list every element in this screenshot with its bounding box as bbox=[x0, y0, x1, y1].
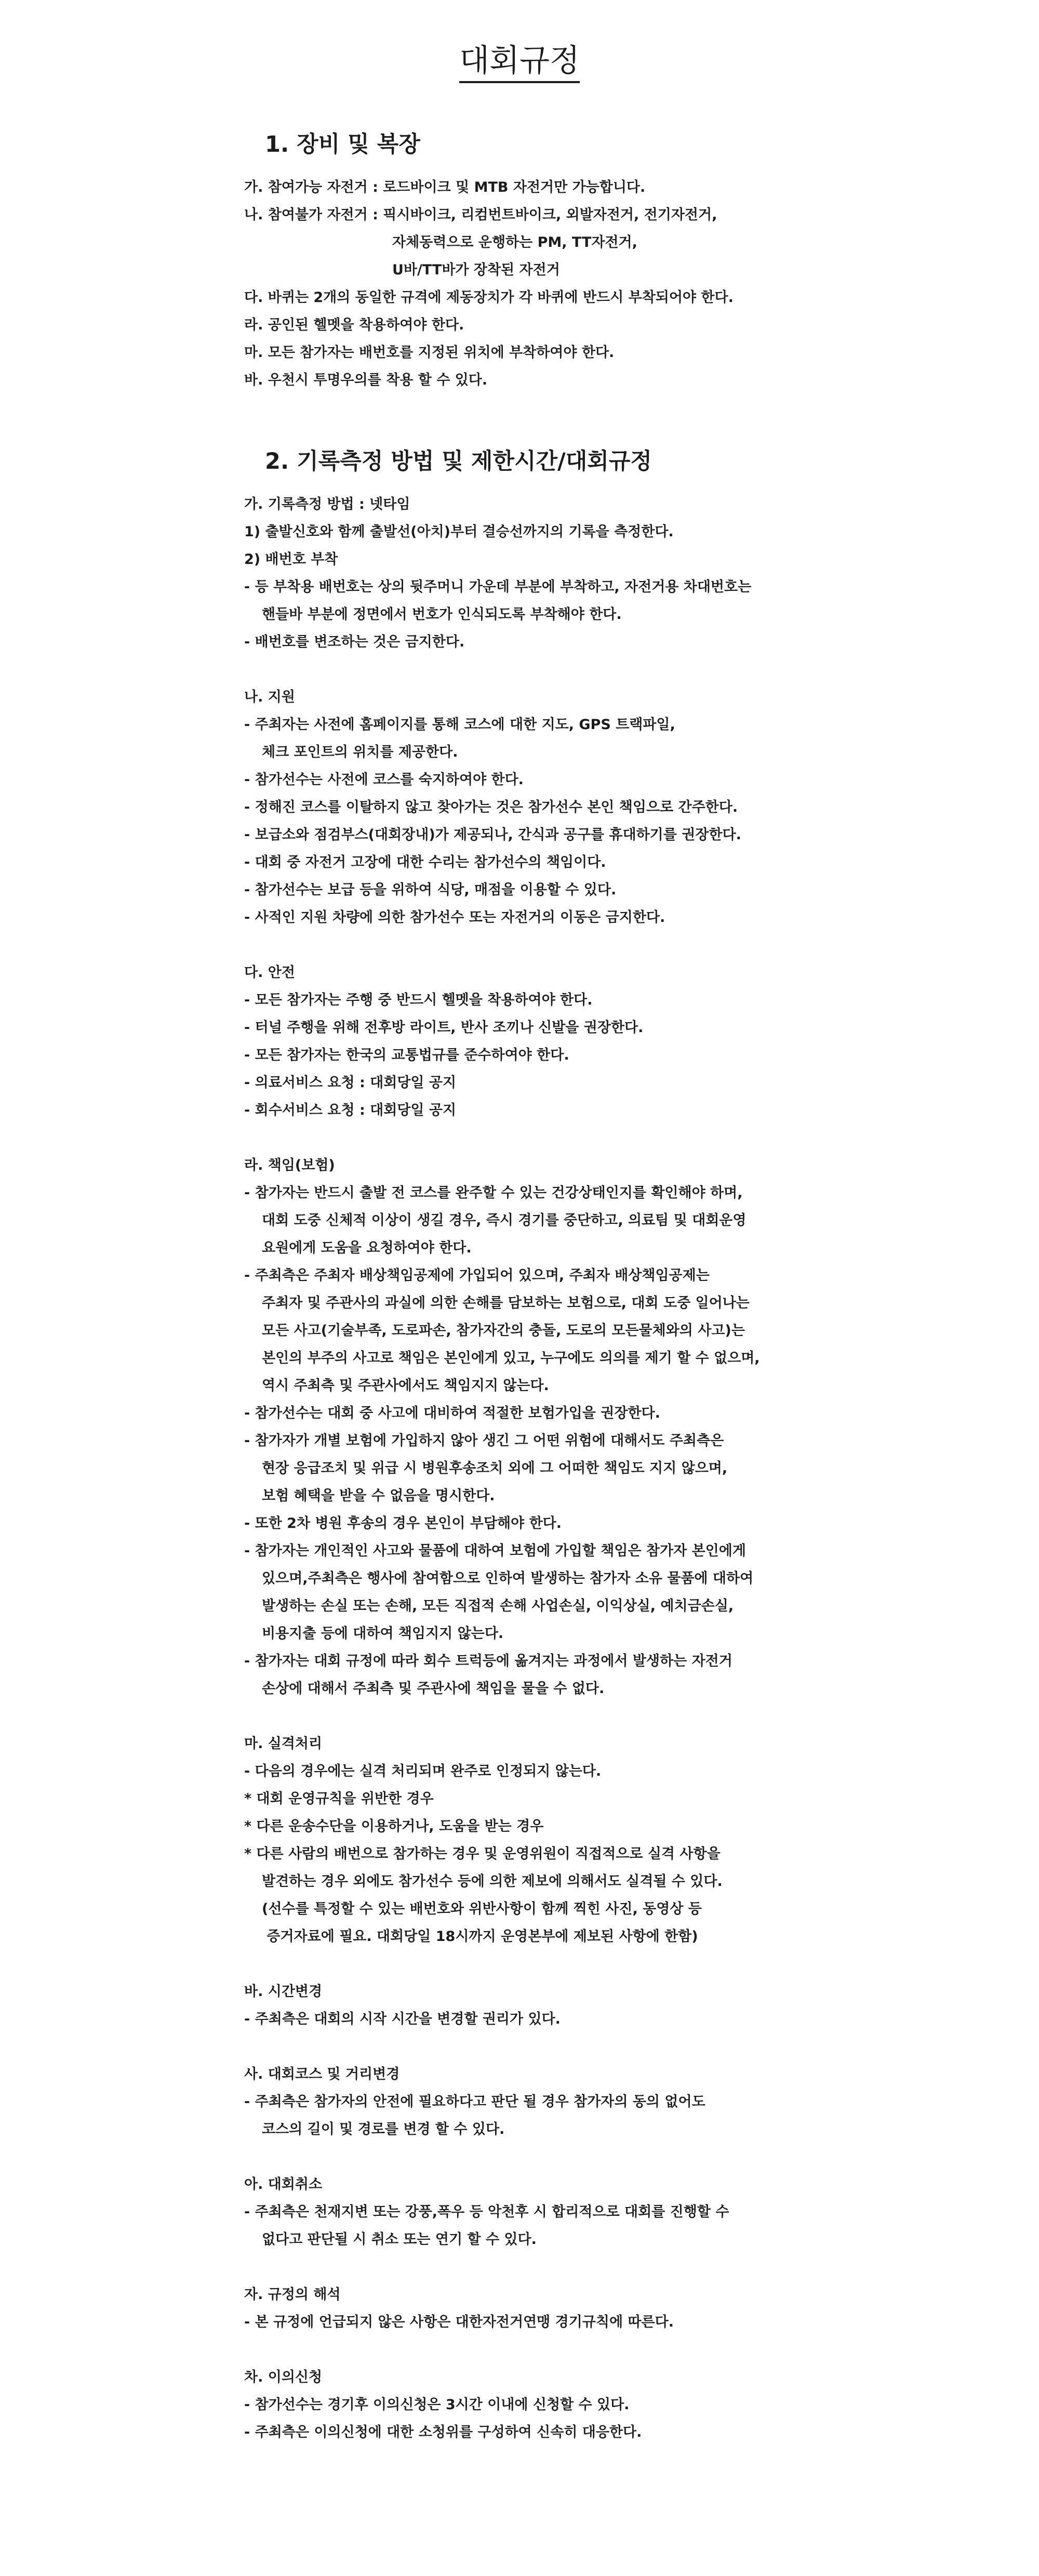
rule-line: * 다른 사람의 배번으로 참가하는 경우 및 운영위원이 직접적으로 실격 사항을 bbox=[244, 1846, 721, 1862]
paragraph-spacer bbox=[244, 2033, 878, 2060]
rule-line: 현장 응급조치 및 위급 시 병원후송조치 외에 그 어떠한 책임도 지지 않으며, bbox=[262, 1460, 728, 1476]
rule-line: - 정해진 코스를 이탈하지 않고 찾아가는 것은 참가선수 본인 책임으로 간주한다. bbox=[244, 799, 738, 815]
rule-line: 나. 지원 bbox=[244, 689, 295, 705]
paragraph-spacer bbox=[244, 1950, 878, 1978]
rule-line: - 모든 참가자는 주행 중 반드시 헬멧을 착용하여야 한다. bbox=[244, 992, 593, 1008]
rule-line: 다. 바퀴는 2개의 동일한 규격에 제동장치가 각 바퀴에 반드시 부착되어야 한다. bbox=[244, 289, 734, 306]
rule-line: - 주최자는 사전에 홈페이지를 통해 코스에 대한 지도, GPS 트랙파일, bbox=[244, 717, 675, 733]
rule-line: 1) 출발신호와 함께 출발선(아치)부터 결승선까지의 기록을 측정한다. bbox=[244, 524, 674, 540]
rules-section bbox=[244, 446, 878, 2446]
rule-line: - 주최측은 대회의 시작 시간을 변경할 권리가 있다. bbox=[244, 2011, 561, 2027]
rule-line: - 참가자는 대회 규정에 따라 회수 트럭등에 옮겨지는 과정에서 발생하는 자전거 bbox=[244, 1653, 732, 1669]
rule-line: 체크 포인트의 위치를 제공한다. bbox=[262, 744, 458, 760]
rule-line: 차. 이의신청 bbox=[244, 2369, 323, 2385]
rule-line: - 주최측은 이의신청에 대한 소청위를 구성하여 신속히 대응한다. bbox=[244, 2424, 642, 2440]
rule-line: - 또한 2차 병원 후송의 경우 본인이 부담해야 한다. bbox=[244, 1515, 562, 1531]
rule-line: 다. 안전 bbox=[244, 965, 295, 981]
section-heading: 2. 기록측정 방법 및 제한시간/대회규정 bbox=[265, 448, 652, 474]
rule-line: 본인의 부주의 사고로 책임은 본인에게 있고, 누구에도 의의를 제기 할 수 없으며, bbox=[262, 1350, 760, 1366]
rule-line: 발견하는 경우 외에도 참가선수 등에 의한 제보에 의해서도 실격될 수 있다. bbox=[262, 1873, 723, 1890]
paragraph-spacer bbox=[244, 2253, 878, 2281]
rule-line: - 회수서비스 요청 : 대회당일 공지 bbox=[244, 1102, 457, 1118]
rule-line: * 대회 운영규칙을 위반한 경우 bbox=[244, 1791, 434, 1807]
rule-line: U바/TT바가 장착된 자전거 bbox=[392, 262, 560, 278]
rule-line: 대회 도중 신체적 이상이 생길 경우, 즉시 경기를 중단하고, 의료팀 및 대회운영 bbox=[262, 1212, 747, 1228]
rule-line: 바. 우천시 투명우의를 착용 할 수 있다. bbox=[244, 372, 488, 388]
rule-line: 마. 실격처리 bbox=[244, 1736, 323, 1752]
rule-line: 아. 대회취소 bbox=[244, 2176, 323, 2192]
page-title: 대회규정 bbox=[0, 37, 1039, 84]
rule-line: 증거자료에 필요. 대회당일 18시까지 운영본부에 제보된 사항에 한함) bbox=[262, 1928, 698, 1945]
rule-line: 사. 대회코스 및 거리변경 bbox=[244, 2066, 400, 2082]
rule-line: 라. 공인된 헬멧을 착용하여야 한다. bbox=[244, 317, 464, 333]
rule-line: - 참가선수는 대회 중 사고에 대비하여 적절한 보험가입을 권장한다. bbox=[244, 1405, 660, 1421]
rule-line: - 주최측은 천재지변 또는 강풍,폭우 등 악천후 시 합리적으로 대회를 진행할 수 bbox=[244, 2204, 729, 2220]
paragraph-spacer bbox=[244, 656, 878, 683]
rule-line: 바. 시간변경 bbox=[244, 1984, 323, 2000]
rule-line: - 사적인 지원 차량에 의한 참가선수 또는 자전거의 이동은 금지한다. bbox=[244, 909, 665, 926]
rule-line: - 참가선수는 경기후 이의신청은 3시간 이내에 신청할 수 있다. bbox=[244, 2397, 630, 2413]
rule-line: - 보급소와 점검부스(대회장내)가 제공되나, 간식과 공구를 휴대하기를 권장한다. bbox=[244, 827, 741, 843]
rule-line: * 다른 운송수단을 이용하거나, 도움을 받는 경우 bbox=[244, 1818, 544, 1834]
rule-line: 2) 배번호 부착 bbox=[244, 551, 338, 567]
rule-line: - 모든 참가자는 한국의 교통법규를 준수하여야 한다. bbox=[244, 1047, 569, 1063]
rule-line: - 주최측은 참가자의 안전에 필요하다고 판단 될 경우 참가자의 동의 없어도 bbox=[244, 2094, 705, 2110]
paragraph-spacer bbox=[244, 2336, 878, 2363]
rule-line: 요원에게 도움을 요청하여야 한다. bbox=[262, 1240, 472, 1256]
rule-line: - 참가선수는 사전에 코스를 숙지하여야 한다. bbox=[244, 772, 524, 788]
rule-line: 없다고 판단될 시 취소 또는 연기 할 수 있다. bbox=[262, 2231, 537, 2248]
rule-line: 자. 규정의 해석 bbox=[244, 2287, 341, 2303]
rule-line: - 배번호를 변조하는 것은 금지한다. bbox=[244, 634, 465, 650]
rule-line: 핸들바 부분에 정면에서 번호가 인식되도록 부착해야 한다. bbox=[262, 606, 622, 623]
section-spacer bbox=[244, 394, 878, 446]
rule-line: - 의료서비스 요청 : 대회당일 공지 bbox=[244, 1075, 457, 1091]
rule-line: - 참가자가 개별 보험에 가입하지 않아 생긴 그 어떤 위험에 대해서도 주최측은 bbox=[244, 1433, 724, 1449]
rule-line: 모든 사고(기술부족, 도로파손, 참가자간의 충돌, 도로의 모든물체와의 사고)는 bbox=[262, 1323, 745, 1339]
rules-section bbox=[244, 129, 878, 394]
rule-line: 코스의 길이 및 경로를 변경 할 수 있다. bbox=[262, 2121, 505, 2137]
rule-line: 라. 책임(보험) bbox=[244, 1157, 335, 1173]
rule-line: 주최자 및 주관사의 과실에 의한 손해를 담보하는 보험으로, 대회 도중 일어나는 bbox=[262, 1295, 750, 1311]
rule-line: - 터널 주행을 위해 전후방 라이트, 반사 조끼나 신발을 권장한다. bbox=[244, 1020, 644, 1036]
rule-line: 가. 기록측정 방법 : 넷타임 bbox=[244, 496, 410, 512]
rule-line: - 대회 중 자전거 고장에 대한 수리는 참가선수의 책임이다. bbox=[244, 854, 606, 870]
paragraph-spacer bbox=[244, 2143, 878, 2171]
rule-line: 역시 주최측 및 주관사에서도 책임지지 않는다. bbox=[262, 1378, 549, 1394]
paragraph-spacer bbox=[244, 1124, 878, 1152]
rule-line: 마. 모든 참가자는 배번호를 지정된 위치에 부착하여야 한다. bbox=[244, 345, 615, 361]
rule-line: (선수를 특정할 수 있는 배번호와 위반사항이 함께 찍힌 사진, 동영상 등 bbox=[262, 1901, 702, 1917]
rule-line: 비용지출 등에 대하여 책임지지 않는다. bbox=[262, 1626, 504, 1642]
rule-line: - 등 부착용 배번호는 상의 뒷주머니 가운데 부분에 부착하고, 자전거용 차대번호는 bbox=[244, 579, 752, 595]
rule-line: 보험 혜택을 받을 수 없음을 명시한다. bbox=[262, 1488, 495, 1504]
rule-line: - 참가자는 개인적인 사고와 물품에 대하여 보험에 가입할 책임은 참가자 본인에게 bbox=[244, 1543, 746, 1559]
paragraph-spacer bbox=[244, 1702, 878, 1730]
rule-line: 자체동력으로 운행하는 PM, TT자전거, bbox=[392, 234, 637, 250]
rule-line: 손상에 대해서 주최측 및 주관사에 책임을 물을 수 없다. bbox=[262, 1681, 605, 1697]
rule-line: 나. 참여불가 자전거 : 픽시바이크, 리컴번트바이크, 외발자전거, 전기자전거, bbox=[244, 207, 717, 223]
rule-line: 가. 참여가능 자전거 : 로드바이크 및 MTB 자전거만 가능합니다. bbox=[244, 179, 646, 195]
rules-document bbox=[244, 129, 878, 2446]
rule-line: - 다음의 경우에는 실격 처리되며 완주로 인정되지 않는다. bbox=[244, 1763, 602, 1779]
paragraph-spacer bbox=[244, 931, 878, 959]
rule-line: - 참가선수는 보급 등을 위하여 식당, 매점을 이용할 수 있다. bbox=[244, 882, 617, 898]
rule-line: 있으며,주최측은 행사에 참여함으로 인하여 발생하는 참가자 소유 물품에 대하여 bbox=[262, 1570, 754, 1587]
rule-line: - 참가자는 반드시 출발 전 코스를 완주할 수 있는 건강상태인지를 확인해야 하며, bbox=[244, 1185, 743, 1201]
rule-line: - 본 규정에 언급되지 않은 사항은 대한자전거연맹 경기규칙에 따른다. bbox=[244, 2314, 674, 2330]
section-heading: 1. 장비 및 복장 bbox=[265, 131, 420, 157]
rule-line: - 주최측은 주최자 배상책임공제에 가입되어 있으며, 주최자 배상책임공제는 bbox=[244, 1267, 710, 1284]
rule-line: 발생하는 손실 또는 손해, 모든 직접적 손해 사업손실, 이익상실, 예치금손실, bbox=[262, 1598, 734, 1614]
